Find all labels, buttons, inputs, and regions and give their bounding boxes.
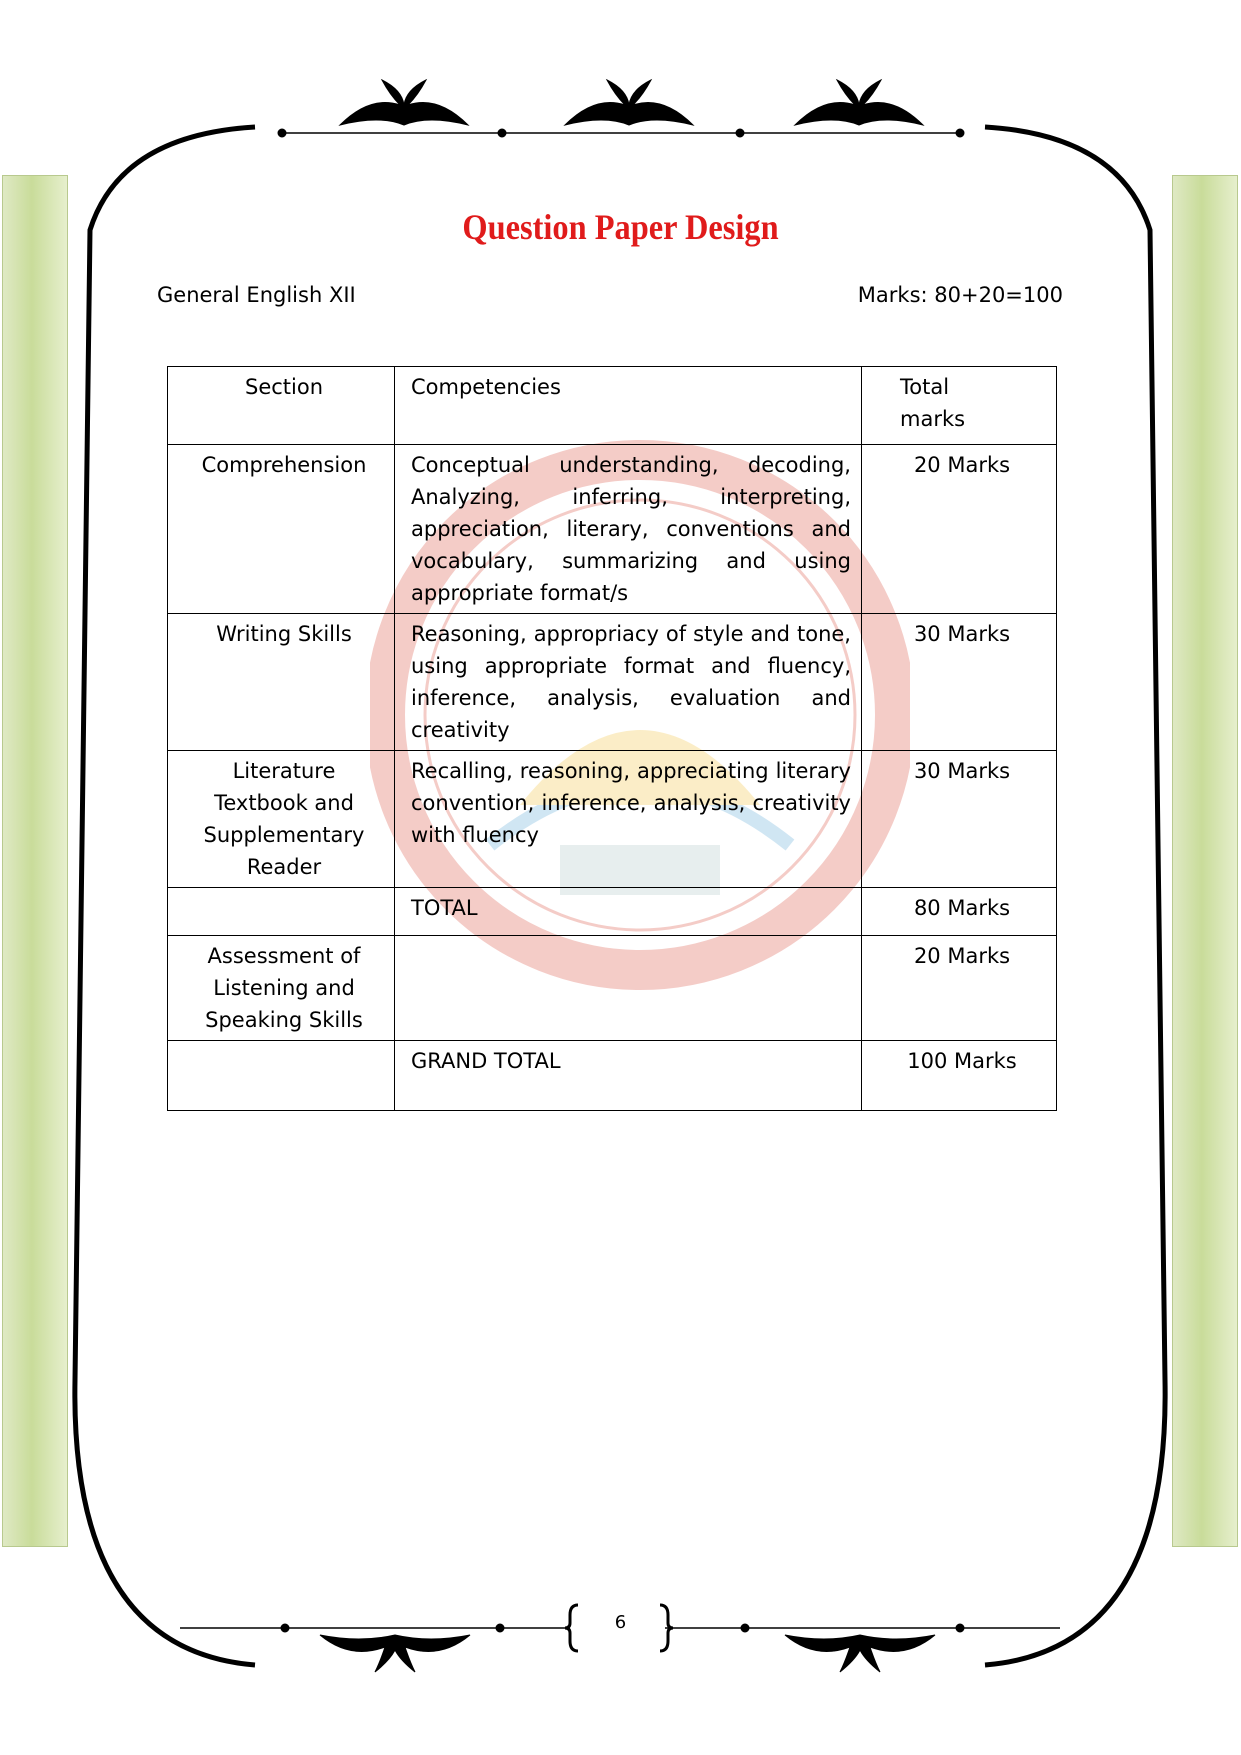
table-row [168,614,1057,751]
competencies-cell: Reasoning, appropriacy of style and tone, using appropriate format and fluency, inference, analysis, evaluation and creativity [395,614,862,751]
section-cell: Comprehension [168,445,395,614]
table-row [168,751,1057,888]
marks-cell: 100 Marks [862,1041,1057,1111]
page-title: Question Paper Design [462,207,779,247]
marks-cell: 20 Marks [862,445,1057,614]
table-row-grand-total [168,1041,1057,1111]
competencies-cell: Conceptual understanding, decoding, Analyzing, inferring, interpreting, appreciation, literary, conventions and vocabulary, summarizing and using appropriate format/s [395,445,862,614]
section-cell [168,1041,395,1111]
competencies-cell: Recalling, reasoning, appreciating literary convention, inference, analysis, creativity with fluency [395,751,862,888]
marks-cell: 30 Marks [862,614,1057,751]
subject-label: General English XII [157,283,356,307]
marks-cell: 80 Marks [862,888,1057,936]
table-row-total [168,888,1057,936]
marks-total-label: Marks: 80+20=100 [857,283,1063,307]
section-cell: Literature Textbook and Supplementary Reader [168,751,395,888]
header-section: Section [168,367,395,445]
competencies-cell [395,936,862,1041]
top-ornament-flourish [278,80,964,137]
table-row [168,936,1057,1041]
grand-total-label-cell: GRAND TOTAL [395,1041,862,1111]
header-competencies: Competencies [395,367,862,445]
marks-cell: 20 Marks [862,936,1057,1041]
total-label-cell: TOTAL [395,888,862,936]
table-row [168,445,1057,614]
page-number: 6 [614,1612,627,1633]
section-cell: Assessment of Listening and Speaking Skills [168,936,395,1041]
table-header-row [168,367,1057,445]
marks-cell: 30 Marks [862,751,1057,888]
section-cell: Writing Skills [168,614,395,751]
section-cell [168,888,395,936]
header-total-marks [862,367,1057,445]
header-total-text: Total marks [900,375,966,431]
question-paper-table [167,366,1057,1111]
